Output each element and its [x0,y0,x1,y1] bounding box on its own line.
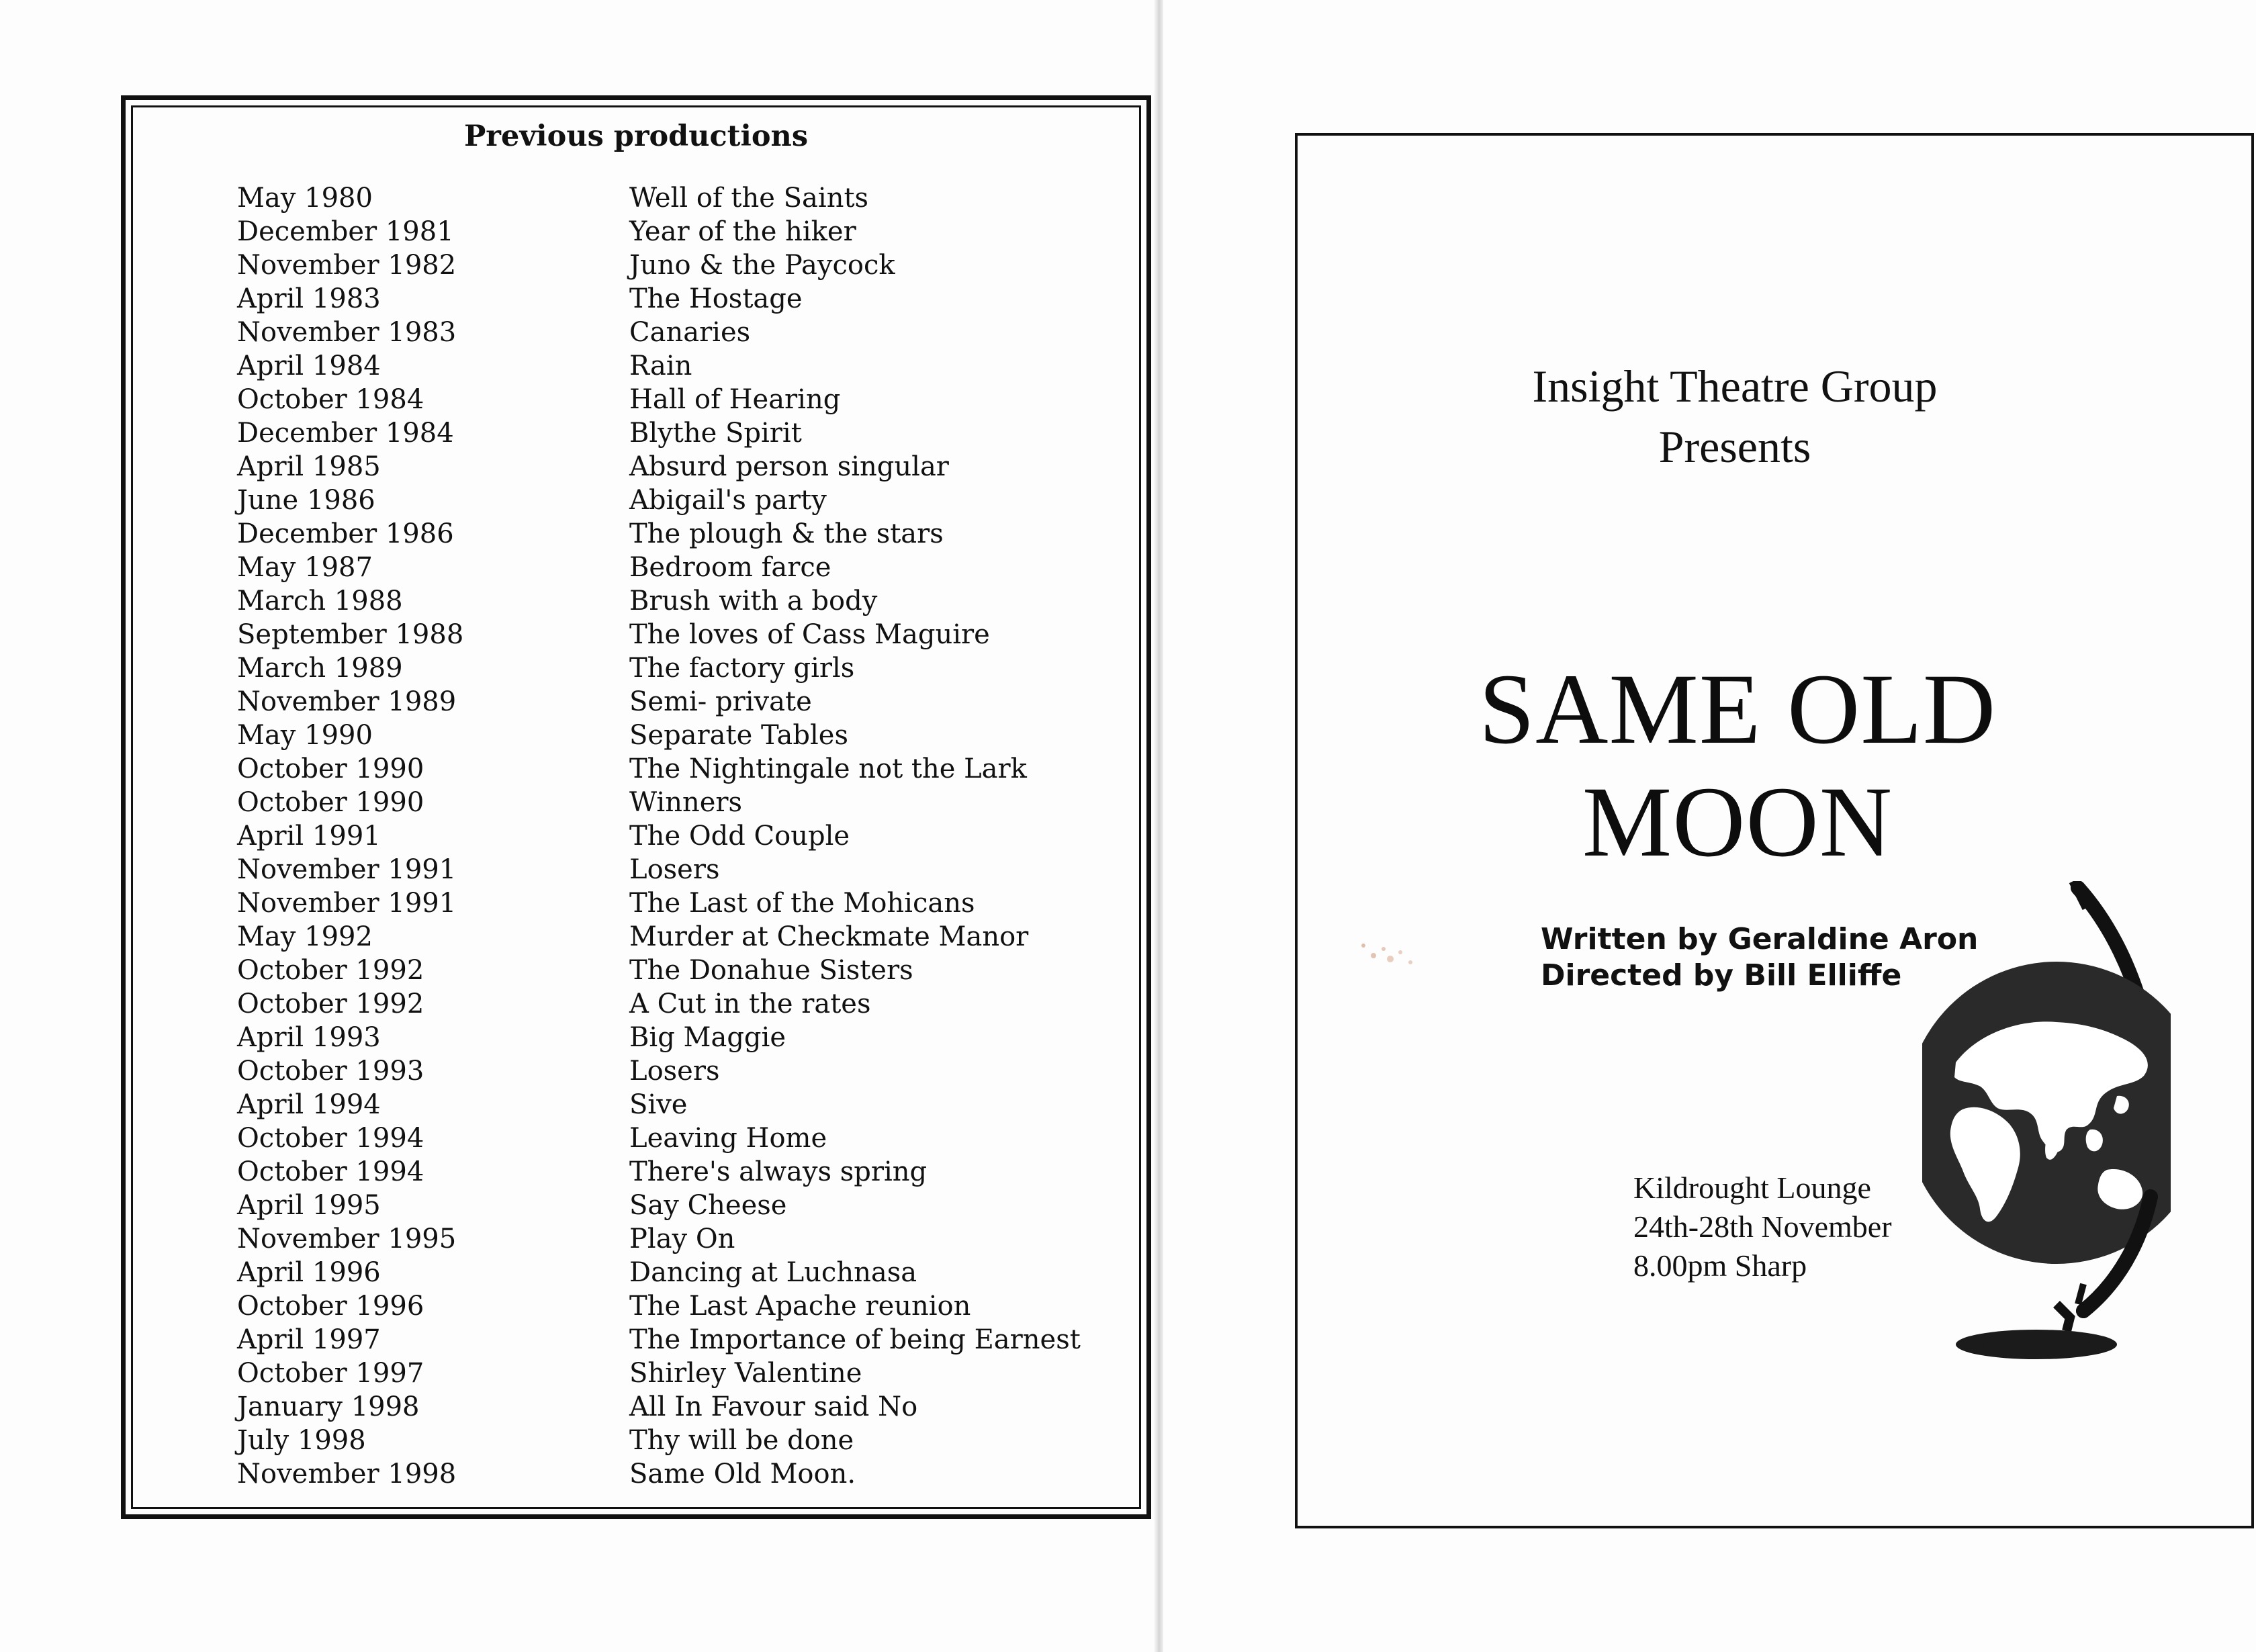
production-date: December 1984 [237,418,454,449]
production-title: Hall of Hearing [629,384,841,415]
production-row [237,1323,1110,1357]
production-row [237,1424,1110,1457]
production-date: April 1993 [237,1022,381,1053]
production-date: October 1994 [237,1123,424,1154]
performance-dates: 24th-28th November [1633,1209,1892,1244]
production-date: October 1992 [237,989,424,1019]
production-title: Juno & the Paycock [629,250,895,281]
production-date: November 1998 [237,1459,457,1489]
production-title: Leaving Home [629,1123,827,1154]
production-date: April 1985 [237,451,381,482]
production-date: October 1997 [237,1358,424,1389]
production-date: November 1991 [237,888,457,919]
previous-productions-panel [121,95,1151,1519]
production-row [237,651,1110,685]
production-date: January 1998 [237,1391,420,1422]
production-row [237,1121,1110,1155]
production-title: Absurd person singular [629,451,949,482]
production-title: Winners [629,787,743,818]
production-title: Big Maggie [629,1022,786,1053]
production-title: Thy will be done [629,1425,854,1456]
production-date: May 1992 [237,921,373,952]
paper-stain [1350,932,1431,972]
production-row [237,1457,1110,1491]
globe-icon [1922,881,2171,1365]
production-row [237,719,1110,752]
production-title: The Last Apache reunion [629,1291,971,1322]
panel-inner-border [131,105,1141,1509]
directed-by: Directed by Bill Elliffe [1541,958,1902,993]
production-row [237,954,1110,987]
production-title: There's always spring [629,1156,928,1187]
production-date: May 1987 [237,552,373,583]
production-title: Dancing at Luchnasa [629,1257,917,1288]
production-row [237,1155,1110,1189]
production-row [237,1088,1110,1121]
production-title: The plough & the stars [629,518,944,549]
venue-block [1633,1168,1892,1285]
production-title: The Hostage [629,283,803,314]
production-row [237,584,1110,618]
production-title: Losers [629,854,720,885]
previous-productions-title: Previous productions [463,120,809,153]
production-date: October 1993 [237,1056,424,1087]
production-row [237,383,1110,416]
production-date: October 1992 [237,955,424,986]
production-row [237,1189,1110,1222]
credits-block [1541,921,1978,994]
production-date: July 1998 [237,1425,366,1456]
production-title: Sive [629,1089,688,1120]
production-date: October 1996 [237,1291,424,1322]
production-date: October 1990 [237,787,424,818]
page-fold [1154,0,1163,1652]
productions-list [237,181,1110,1491]
production-row [237,752,1110,786]
production-row [237,248,1110,282]
production-title: Abigail's party [629,485,827,516]
production-title: Same Old Moon. [629,1459,856,1489]
production-row [237,316,1110,349]
production-row [237,886,1110,920]
production-title: Well of the Saints [629,183,869,214]
production-date: June 1986 [237,485,375,516]
production-date: November 1989 [237,686,457,717]
production-date: April 1984 [237,351,381,381]
production-title: Canaries [629,317,751,348]
production-row [237,987,1110,1021]
production-title: Play On [629,1224,735,1254]
production-date: November 1991 [237,854,457,885]
production-title: The Importance of being Earnest [629,1324,1081,1355]
production-title: Semi- private [629,686,812,717]
production-date: March 1989 [237,653,403,684]
production-row [237,920,1110,954]
production-title: The Odd Couple [629,821,850,852]
production-row [237,215,1110,248]
production-title: The Donahue Sisters [629,955,913,986]
production-title: Blythe Spirit [629,418,802,449]
production-row [237,685,1110,719]
production-date: April 1991 [237,821,381,852]
production-title: Say Cheese [629,1190,787,1221]
production-row [237,786,1110,819]
production-date: October 1990 [237,753,424,784]
production-title: The loves of Cass Maguire [629,619,990,650]
production-date: December 1986 [237,518,454,549]
production-row [237,416,1110,450]
production-row [237,517,1110,551]
production-title: Bedroom farce [629,552,831,583]
production-title: Murder at Checkmate Manor [629,921,1029,952]
production-title: The Nightingale not the Lark [629,753,1027,784]
production-row [237,1222,1110,1256]
production-date: April 1995 [237,1190,381,1221]
production-row [237,1054,1110,1088]
cover-panel [1295,133,2254,1528]
production-title: The Last of the Mohicans [629,888,975,919]
written-by: Written by Geraldine Aron [1541,922,1979,956]
production-row [237,484,1110,517]
presenter-line-2: Presents [1658,421,1811,472]
production-date: December 1981 [237,216,454,247]
production-date: October 1984 [237,384,424,415]
production-row [237,1357,1110,1390]
production-title: All In Favour said No [629,1391,918,1422]
production-date: April 1983 [237,283,381,314]
production-row [237,349,1110,383]
production-title: Shirley Valentine [629,1358,862,1389]
production-date: April 1996 [237,1257,381,1288]
production-title: Year of the hiker [629,216,856,247]
production-title: The factory girls [629,653,855,684]
production-row [237,450,1110,484]
production-row [237,1289,1110,1323]
performance-time: 8.00pm Sharp [1633,1248,1807,1283]
play-title-line-2: MOON [1582,766,1893,878]
venue-name: Kildrought Lounge [1633,1171,1871,1205]
production-title: Rain [629,351,692,381]
production-title: Separate Tables [629,720,848,751]
production-date: May 1990 [237,720,373,751]
production-row [237,1390,1110,1424]
production-date: November 1982 [237,250,457,281]
production-row [237,181,1110,215]
production-date: October 1994 [237,1156,424,1187]
production-row [237,618,1110,651]
production-date: May 1980 [237,183,373,214]
production-row [237,551,1110,584]
play-title-line-1: SAME OLD [1478,653,1997,765]
production-row [237,282,1110,316]
production-title: A Cut in the rates [629,989,871,1019]
production-date: March 1988 [237,586,403,616]
production-row [237,853,1110,886]
production-date: September 1988 [237,619,464,650]
production-row [237,1021,1110,1054]
presenter-line-1: Insight Theatre Group [1532,361,1938,412]
production-date: November 1983 [237,317,457,348]
production-date: April 1997 [237,1324,381,1355]
production-title: Losers [629,1056,720,1087]
production-date: April 1994 [237,1089,381,1120]
production-title: Brush with a body [629,586,878,616]
production-row [237,819,1110,853]
production-row [237,1256,1110,1289]
play-title [1452,653,2023,878]
presenter-block [1530,356,1940,477]
production-date: November 1995 [237,1224,457,1254]
